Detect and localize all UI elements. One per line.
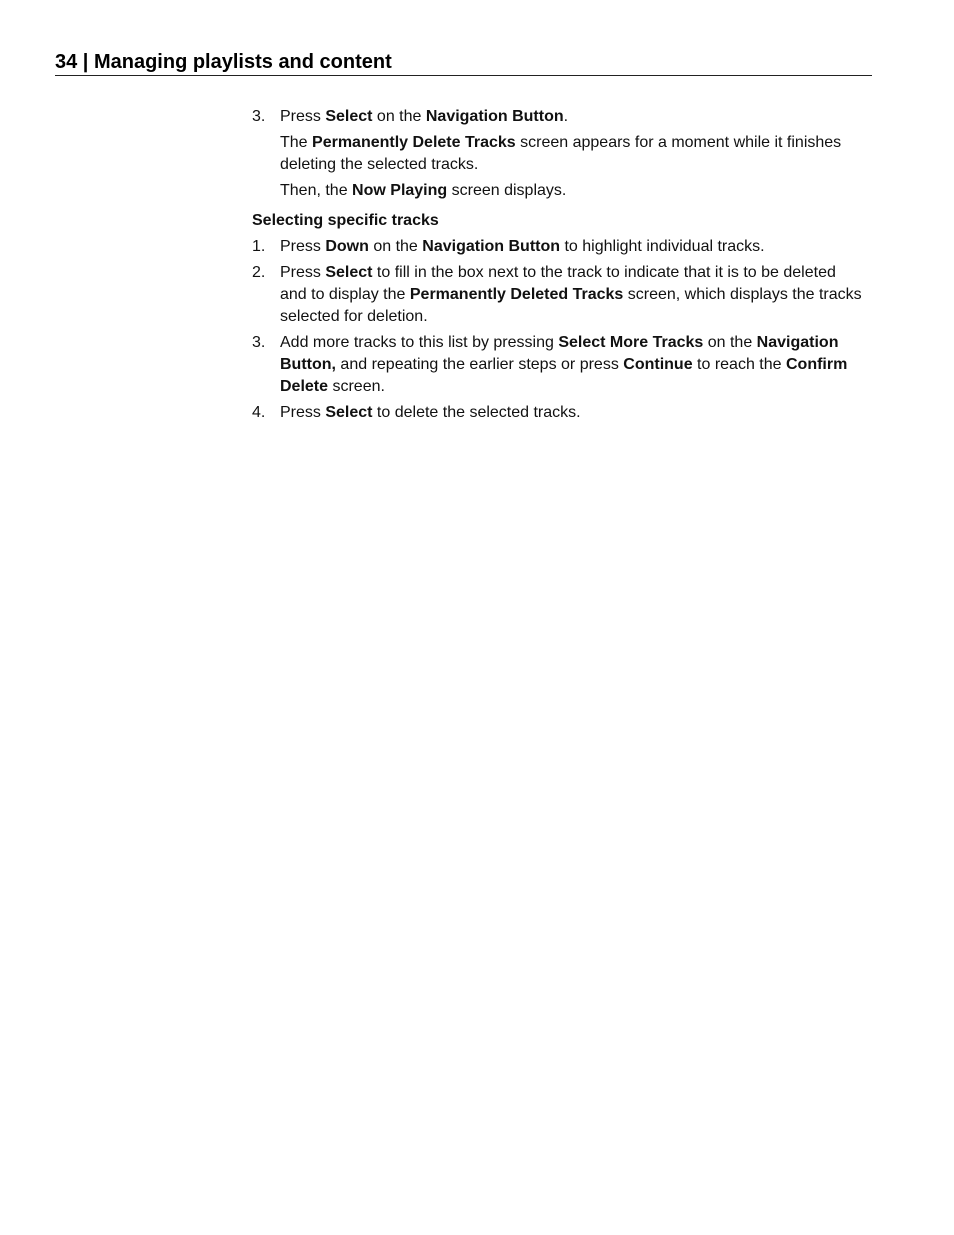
- step-bold-term: Navigation Button: [422, 238, 561, 255]
- step-text: Press: [280, 108, 326, 125]
- step-text: Press: [280, 264, 326, 281]
- step-text: screen, which displays the tracks selected for deletion.: [280, 286, 862, 325]
- step-bold-term: Select: [325, 264, 373, 281]
- step-number: 1.: [252, 238, 266, 255]
- step-number: 3.: [252, 334, 266, 351]
- step-text: screen.: [328, 378, 385, 395]
- step-number: 3.: [252, 108, 266, 125]
- page-title: 34 | Managing playlists and content: [55, 51, 392, 73]
- step-text: to delete the selected tracks.: [372, 404, 581, 421]
- step-1: [252, 236, 862, 258]
- step-text: Add more tracks to this list by pressing: [280, 334, 559, 351]
- step-number: 2.: [252, 264, 266, 281]
- paragraph-now-playing: [252, 180, 862, 202]
- paragraph-text: screen appears for a moment while it finishes deleting the selected tracks.: [280, 134, 842, 173]
- step-text: to highlight individual tracks.: [560, 238, 765, 255]
- step-text: on the: [703, 334, 757, 351]
- document-body: [252, 106, 862, 428]
- step-select-navigation: [252, 106, 862, 128]
- step-text: Press: [280, 404, 326, 421]
- page-header: [55, 50, 872, 76]
- section-heading: Selecting specific tracks: [252, 212, 439, 229]
- step-bold-term: Select: [325, 404, 373, 421]
- paragraph-bold-term: Now Playing: [352, 182, 448, 199]
- step-bold-term: Select: [325, 108, 373, 125]
- step-text: on the: [372, 108, 426, 125]
- step-text: to reach the: [692, 356, 786, 373]
- step-bold-term: Navigation Button,: [280, 334, 839, 373]
- step-text: on the: [368, 238, 423, 255]
- paragraph-bold-term: Permanently Delete Tracks: [312, 134, 516, 151]
- step-2: [252, 262, 862, 328]
- step-text: Press: [280, 238, 326, 255]
- paragraph-text: Then, the: [280, 182, 353, 199]
- step-bold-term: Confirm Delete: [280, 356, 848, 395]
- step-bold-term: Navigation Button: [425, 108, 564, 125]
- paragraph-text: The: [280, 134, 313, 151]
- step-text: and repeating the earlier steps or press: [335, 356, 624, 373]
- step-bold-term: Permanently Deleted Tracks: [409, 286, 624, 303]
- step-3: [252, 332, 862, 398]
- step-bold-term: Down: [325, 238, 369, 255]
- step-4: [252, 402, 862, 424]
- step-text: to fill in the box next to the track to indicate that it is to be deleted and to display the: [280, 264, 836, 303]
- paragraph-text: screen displays.: [447, 182, 567, 199]
- step-bold-term: Select More Tracks: [558, 334, 704, 351]
- step-text: .: [563, 108, 569, 125]
- step-number: 4.: [252, 404, 266, 421]
- paragraph-permanently-delete: [252, 132, 862, 176]
- step-bold-term: Continue: [623, 356, 693, 373]
